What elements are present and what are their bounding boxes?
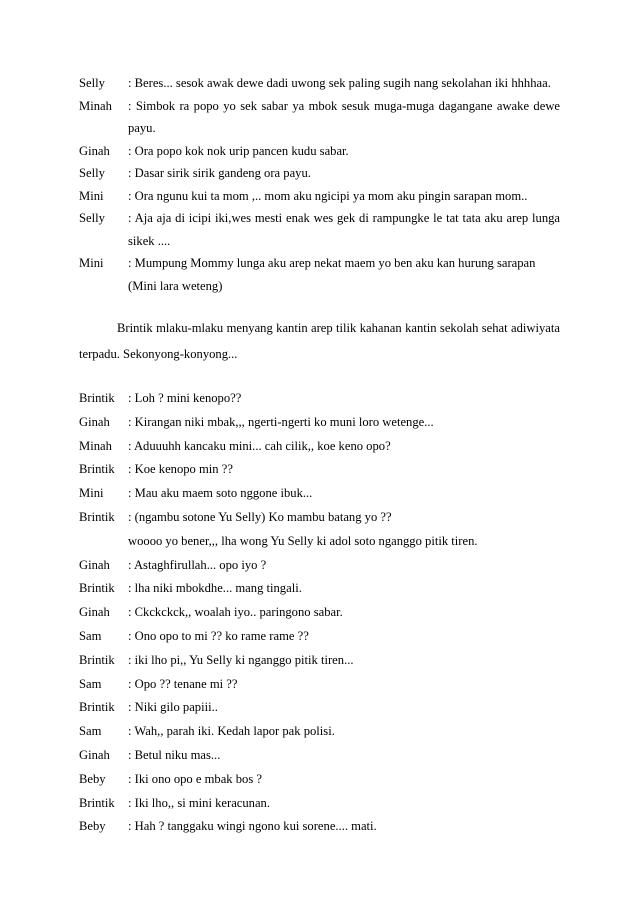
speech-text: : Betul niku mas... (128, 747, 221, 762)
speaker-name: Brintik (79, 509, 115, 524)
speaker-name: Brintik (79, 652, 115, 667)
speech-text: : Wah,, parah iki. Kedah lapor pak polisi. (128, 724, 335, 739)
speaker-name: Ginah (79, 414, 110, 429)
dialogue-line (79, 625, 560, 649)
speech-text: : Opo ?? tenane mi ?? (128, 676, 238, 691)
speech-text: : Ono opo to mi ?? ko rame rame ?? (128, 628, 309, 643)
dialogue-line (79, 411, 560, 435)
dialogue-line (79, 435, 560, 459)
dialogue-line (79, 815, 560, 839)
dialogue-line (79, 140, 560, 163)
dialogue-line (79, 458, 560, 482)
speaker-name: Mini (79, 188, 104, 203)
speech-text: : Iki lho,, si mini keracunan. (128, 795, 270, 810)
dialogue-line (79, 744, 560, 768)
speech-text: : Loh ? mini kenopo?? (128, 391, 242, 405)
speaker-name: Selly (79, 76, 105, 90)
speaker-name: Beby (79, 819, 106, 834)
speaker-name: Sam (79, 724, 102, 739)
dialogue-part-2 (79, 387, 560, 839)
speaker-name: Selly (79, 211, 105, 225)
dialogue-line (79, 275, 560, 298)
dialogue-line (79, 601, 560, 625)
speaker-name: Brintik (79, 391, 115, 405)
speaker-name: Brintik (79, 581, 115, 596)
speaker-name: Sam (79, 628, 102, 643)
dialogue-line (79, 162, 560, 185)
speech-text: : Simbok ra popo yo sek sabar ya mbok sesuk muga-muga dagangane awake dewe payu. (128, 98, 560, 135)
dialogue-line (79, 387, 560, 411)
speaker-name: Ginah (79, 557, 110, 572)
speaker-name: Sam (79, 676, 102, 691)
speaker-name: Minah (79, 98, 112, 113)
narration-block (79, 316, 560, 367)
speaker-name: Ginah (79, 747, 110, 762)
speaker-name: Mini (79, 256, 104, 270)
speech-text: : Ckckckck,, woalah iyo.. paringono sabar. (128, 605, 343, 620)
dialogue-line (79, 577, 560, 601)
speech-text: : Beres... sesok awak dewe dadi uwong sek paling sugih nang sekolahan iki hhhhaa. (128, 76, 551, 90)
dialogue-part-1 (79, 72, 560, 297)
speech-text: : (ngambu sotone Yu Selly) Ko mambu batang yo ?? (128, 509, 392, 524)
speech-text: : Niki gilo papiii.. (128, 700, 218, 715)
dialogue-line (79, 792, 560, 816)
speech-text: : Iki ono opo e mbak bos ? (128, 771, 262, 786)
speech-text: : Ora popo kok nok urip pancen kudu sabar. (128, 143, 349, 158)
dialogue-line (79, 554, 560, 578)
dialogue-line (79, 72, 560, 95)
speaker-name: Minah (79, 438, 112, 453)
speech-text: : Mau aku maem soto nggone ibuk... (128, 486, 313, 501)
dialogue-line (79, 207, 560, 252)
speech-text: : Aduuuhh kancaku mini... cah cilik,, koe keno opo? (128, 438, 391, 453)
speech-text: : Hah ? tanggaku wingi ngono kui sorene.... mati. (128, 819, 377, 834)
script-page (79, 72, 560, 839)
dialogue-line (79, 768, 560, 792)
dialogue-line (79, 673, 560, 697)
speech-text: : Astaghfirullah... opo iyo ? (128, 557, 267, 572)
narration-paragraph: Brintik mlaku-mlaku menyang kantin arep tilik kahanan kantin sekolah sehat adiwiyata terpadu. Sekonyong-konyong... (79, 321, 560, 361)
speaker-name: Ginah (79, 605, 110, 620)
speech-text: : Koe kenopo min ?? (128, 462, 233, 477)
speaker-name: Ginah (79, 143, 110, 158)
speaker-name: Selly (79, 166, 105, 180)
speaker-name: Brintik (79, 795, 115, 810)
speaker-name: Beby (79, 771, 106, 786)
speaker-name: Mini (79, 486, 104, 501)
stage-direction: (Mini lara weteng) (128, 278, 223, 293)
speaker-name: Brintik (79, 462, 115, 477)
dialogue-line (79, 185, 560, 208)
speech-text: woooo yo bener,,, lha wong Yu Selly ki adol soto nganggo pitik tiren. (128, 533, 478, 548)
speech-text: : Mumpung Mommy lunga aku arep nekat maem yo ben aku kan hurung sarapan (128, 256, 536, 270)
speech-text: : lha niki mbokdhe... mang tingali. (128, 581, 302, 596)
dialogue-line (79, 649, 560, 673)
speech-text: : Dasar sirik sirik gandeng ora payu. (128, 166, 311, 180)
dialogue-line (79, 252, 560, 275)
dialogue-line (79, 720, 560, 744)
speaker-name: Brintik (79, 700, 115, 715)
dialogue-line (79, 506, 560, 530)
speech-text: : Ora ngunu kui ta mom ,.. mom aku ngicipi ya mom aku pingin sarapan mom.. (128, 188, 528, 203)
dialogue-line (79, 530, 560, 554)
dialogue-line (79, 95, 560, 140)
speech-text: : Aja aja di icipi iki,wes mesti enak wes gek di rampungke le tat tata aku arep lunga sikek .... (128, 211, 560, 248)
speech-text: : Kirangan niki mbak,,, ngerti-ngerti ko muni loro wetenge... (128, 414, 434, 429)
dialogue-line (79, 696, 560, 720)
speech-text: : iki lho pi,, Yu Selly ki nganggo pitik tiren... (128, 652, 354, 667)
dialogue-line (79, 482, 560, 506)
